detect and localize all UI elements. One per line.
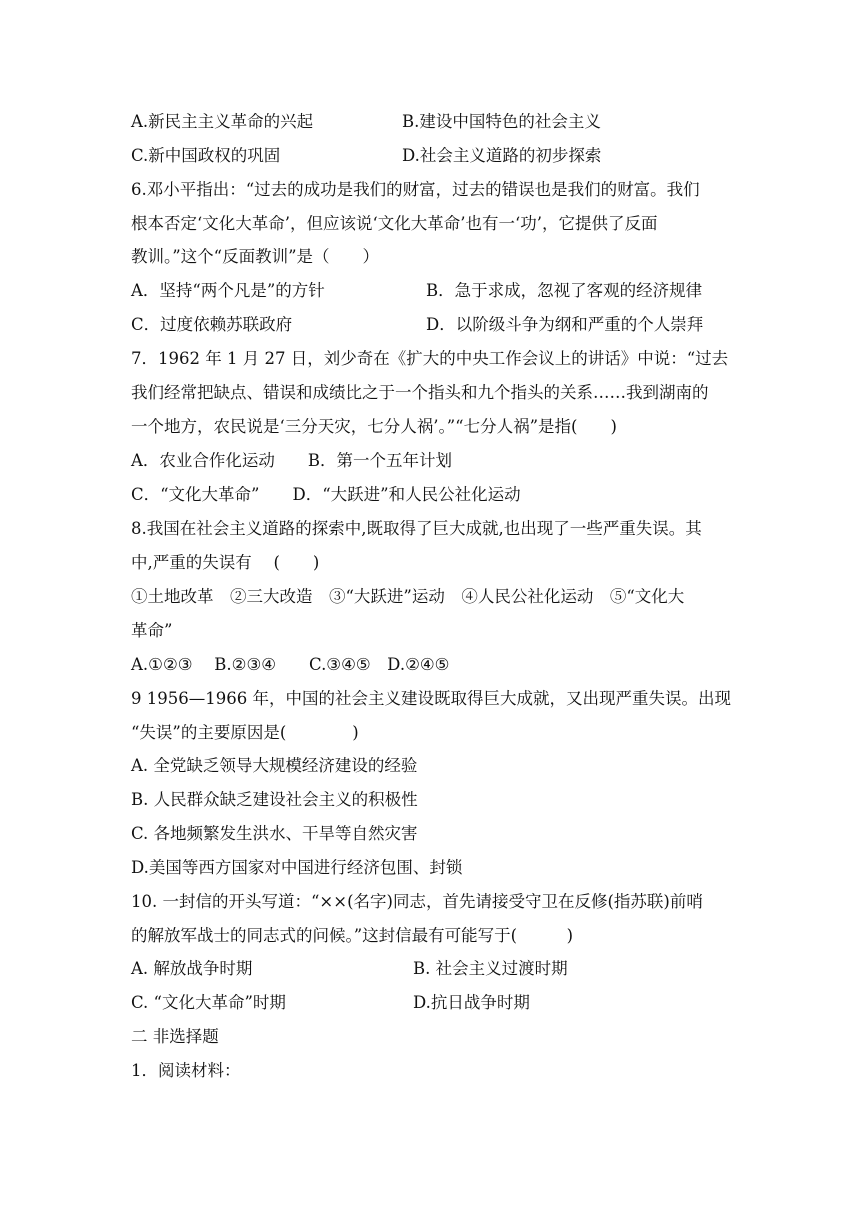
q7-options-cd: C．“文化大革命” D．“大跃进”和人民公社化运动 xyxy=(131,485,521,504)
q8-stem-line-1: 8.我国在社会主义道路的探索中,既取得了巨大成就,也出现了一些严重失误。其 xyxy=(131,519,702,538)
section-2-heading: 二 非选择题 xyxy=(131,1027,219,1046)
q5-option-b: B.建设中国特色的社会主义 xyxy=(402,112,601,131)
q9-stem-line-1: 9 1956—1966 年，中国的社会主义建设既取得巨大成就，又出现严重失误。出现 xyxy=(131,689,731,708)
q10-option-d: D.抗日战争时期 xyxy=(413,993,530,1012)
q6-stem-line-3: 教训。”这个“反面教训”是（ ） xyxy=(131,247,380,266)
q8-items-line-2: 革命” xyxy=(131,621,173,640)
q9-option-d: D.美国等西方国家对中国进行经济包围、封锁 xyxy=(131,858,463,877)
q10-option-a: A. 解放战争时期 xyxy=(131,959,253,978)
q6-option-d: D．以阶级斗争为纲和严重的个人崇拜 xyxy=(426,315,704,334)
q9-option-a: A. 全党缺乏领导大规模经济建设的经验 xyxy=(131,756,418,775)
q6-option-a: A．坚持“两个凡是”的方针 xyxy=(131,281,325,300)
q5-option-a: A.新民主主义革命的兴起 xyxy=(131,112,314,131)
q7-stem-line-1: 7．1962 年 1 月 27 日，刘少奇在《扩大的中央工作会议上的讲话》中说：“过去 xyxy=(131,349,729,368)
q9-option-b: B. 人民群众缺乏建设社会主义的积极性 xyxy=(131,790,418,809)
q7-options-ab: A．农业合作化运动 B．第一个五年计划 xyxy=(131,451,453,470)
q10-option-c: C. “文化大革命”时期 xyxy=(131,993,286,1012)
q10-stem-line-1: 10. 一封信的开头写道：“××(名字)同志，首先请接受守卫在反修(指苏联)前哨 xyxy=(131,892,703,911)
q6-option-b: B．急于求成，忽视了客观的经济规律 xyxy=(426,281,703,300)
q9-option-c: C. 各地频繁发生洪水、干旱等自然灾害 xyxy=(131,824,418,843)
q7-stem-line-2: 我们经常把缺点、错误和成绩比之于一个指头和九个指头的关系……我到湖南的 xyxy=(131,383,709,402)
q8-stem-line-2: 中,严重的失误有 ( ) xyxy=(131,553,320,572)
q8-items-line-1: ①土地改革 ②三大改造 ③“大跃进”运动 ④人民公社化运动 ⑤“文化大 xyxy=(131,587,685,606)
q10-option-b: B. 社会主义过渡时期 xyxy=(413,959,568,978)
q6-option-c: C．过度依赖苏联政府 xyxy=(131,315,293,334)
q10-stem-line-2: 的解放军战士的同志式的问候。”这封信最有可能写于( ) xyxy=(131,926,574,945)
q6-stem-line-1: 6.邓小平指出：“过去的成功是我们的财富，过去的错误也是我们的财富。我们 xyxy=(131,180,700,199)
q7-stem-line-3: 一个地方，农民说是‘三分天灾，七分人祸’。”“七分人祸”是指( ) xyxy=(131,417,617,436)
q8-options: A.①②③ B.②③④ C.③④⑤ D.②④⑤ xyxy=(131,655,450,674)
q9-stem-line-2: “失误”的主要原因是( ) xyxy=(131,723,359,742)
q6-stem-line-2: 根本否定‘文化大革命’，但应该说‘文化大革命’也有一‘功’，它提供了反面 xyxy=(131,214,658,233)
q5-option-c: C.新中国政权的巩固 xyxy=(131,146,281,165)
q5-option-d: D.社会主义道路的初步探索 xyxy=(402,146,602,165)
section-2-item-1: 1．阅读材料： xyxy=(131,1061,241,1080)
